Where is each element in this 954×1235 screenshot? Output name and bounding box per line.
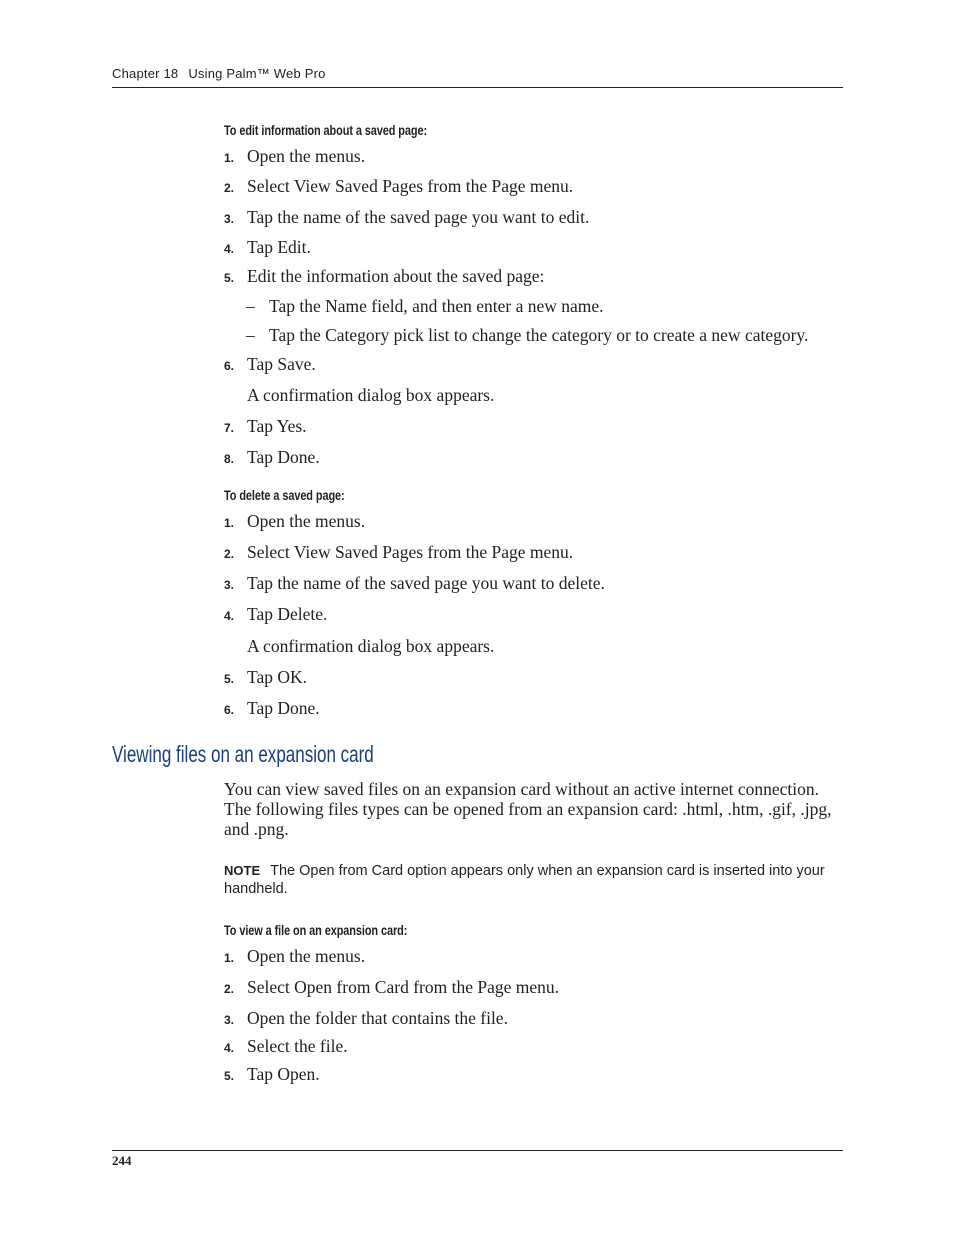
chapter-number: Chapter 18 — [112, 66, 179, 81]
step-number: 8. — [224, 452, 235, 466]
step-text: Open the menus. — [247, 511, 366, 531]
step-result: A confirmation dialog box appears. — [247, 636, 495, 656]
running-header — [112, 66, 326, 81]
step-text: Tap the name of the saved page you want to edit. — [247, 207, 590, 227]
step-text: Select View Saved Pages from the Page menu. — [247, 176, 574, 196]
step-number: 4. — [224, 242, 235, 256]
step-number: 4. — [224, 1041, 235, 1055]
step-text: Tap the name of the saved page you want to delete. — [247, 573, 605, 593]
step-text: Select the file. — [247, 1036, 348, 1056]
step-number: 2. — [224, 181, 235, 195]
step-number: 6. — [224, 703, 235, 717]
step-number: 4. — [224, 609, 235, 623]
step-text: Tap Save. — [247, 354, 316, 374]
step-text: Edit the information about the saved page: — [247, 266, 545, 286]
footer-rule — [112, 1150, 843, 1151]
step-text: Select View Saved Pages from the Page menu. — [247, 542, 574, 562]
step-text: Select Open from Card from the Page menu. — [247, 977, 559, 997]
step-number: 6. — [224, 359, 235, 373]
procedure-heading-view: To view a file on an expansion card: — [224, 922, 408, 938]
step-number: 3. — [224, 212, 235, 226]
step-number: 3. — [224, 1013, 235, 1027]
note-text: The Open from Card option appears only when an expansion card is inserted into your handheld. — [224, 863, 825, 897]
step-number: 7. — [224, 421, 235, 435]
substep-text: Tap the Name field, and then enter a new name. — [269, 296, 604, 316]
step-number: 1. — [224, 151, 235, 165]
step-number: 2. — [224, 982, 235, 996]
step-text: Open the folder that contains the file. — [247, 1008, 508, 1028]
step-number: 5. — [224, 271, 235, 285]
substep-dash: – — [246, 296, 255, 316]
header-rule — [112, 87, 843, 88]
procedure-heading-delete: To delete a saved page: — [224, 487, 345, 503]
step-text: Tap OK. — [247, 667, 308, 687]
step-text: Tap Done. — [247, 447, 320, 467]
step-text: Tap Edit. — [247, 237, 311, 257]
step-text: Open the menus. — [247, 946, 366, 966]
body-paragraph: You can view saved files on an expansion card without an active internet connection. The following files types can be opened from an expansion card: .html, .htm, .gif, .jpg, and .png. — [224, 779, 832, 839]
step-number: 3. — [224, 578, 235, 592]
step-text: Tap Delete. — [247, 604, 328, 624]
step-number: 1. — [224, 516, 235, 530]
step-text: Tap Done. — [247, 698, 320, 718]
note-box — [224, 862, 844, 898]
step-text: Tap Open. — [247, 1064, 320, 1084]
page-number: 244 — [112, 1153, 132, 1168]
step-text: Open the menus. — [247, 146, 366, 166]
substep-dash: – — [246, 325, 255, 345]
section-heading: Viewing files on an expansion card — [112, 741, 374, 767]
step-number: 5. — [224, 672, 235, 686]
chapter-title: Using Palm™ Web Pro — [188, 66, 326, 81]
note-label: NOTE — [224, 863, 261, 878]
step-number: 2. — [224, 547, 235, 561]
step-result: A confirmation dialog box appears. — [247, 385, 495, 405]
step-text: Tap Yes. — [247, 416, 307, 436]
procedure-heading-edit: To edit information about a saved page: — [224, 122, 428, 138]
step-number: 1. — [224, 951, 235, 965]
step-number: 5. — [224, 1069, 235, 1083]
substep-text: Tap the Category pick list to change the category or to create a new category. — [269, 325, 809, 345]
